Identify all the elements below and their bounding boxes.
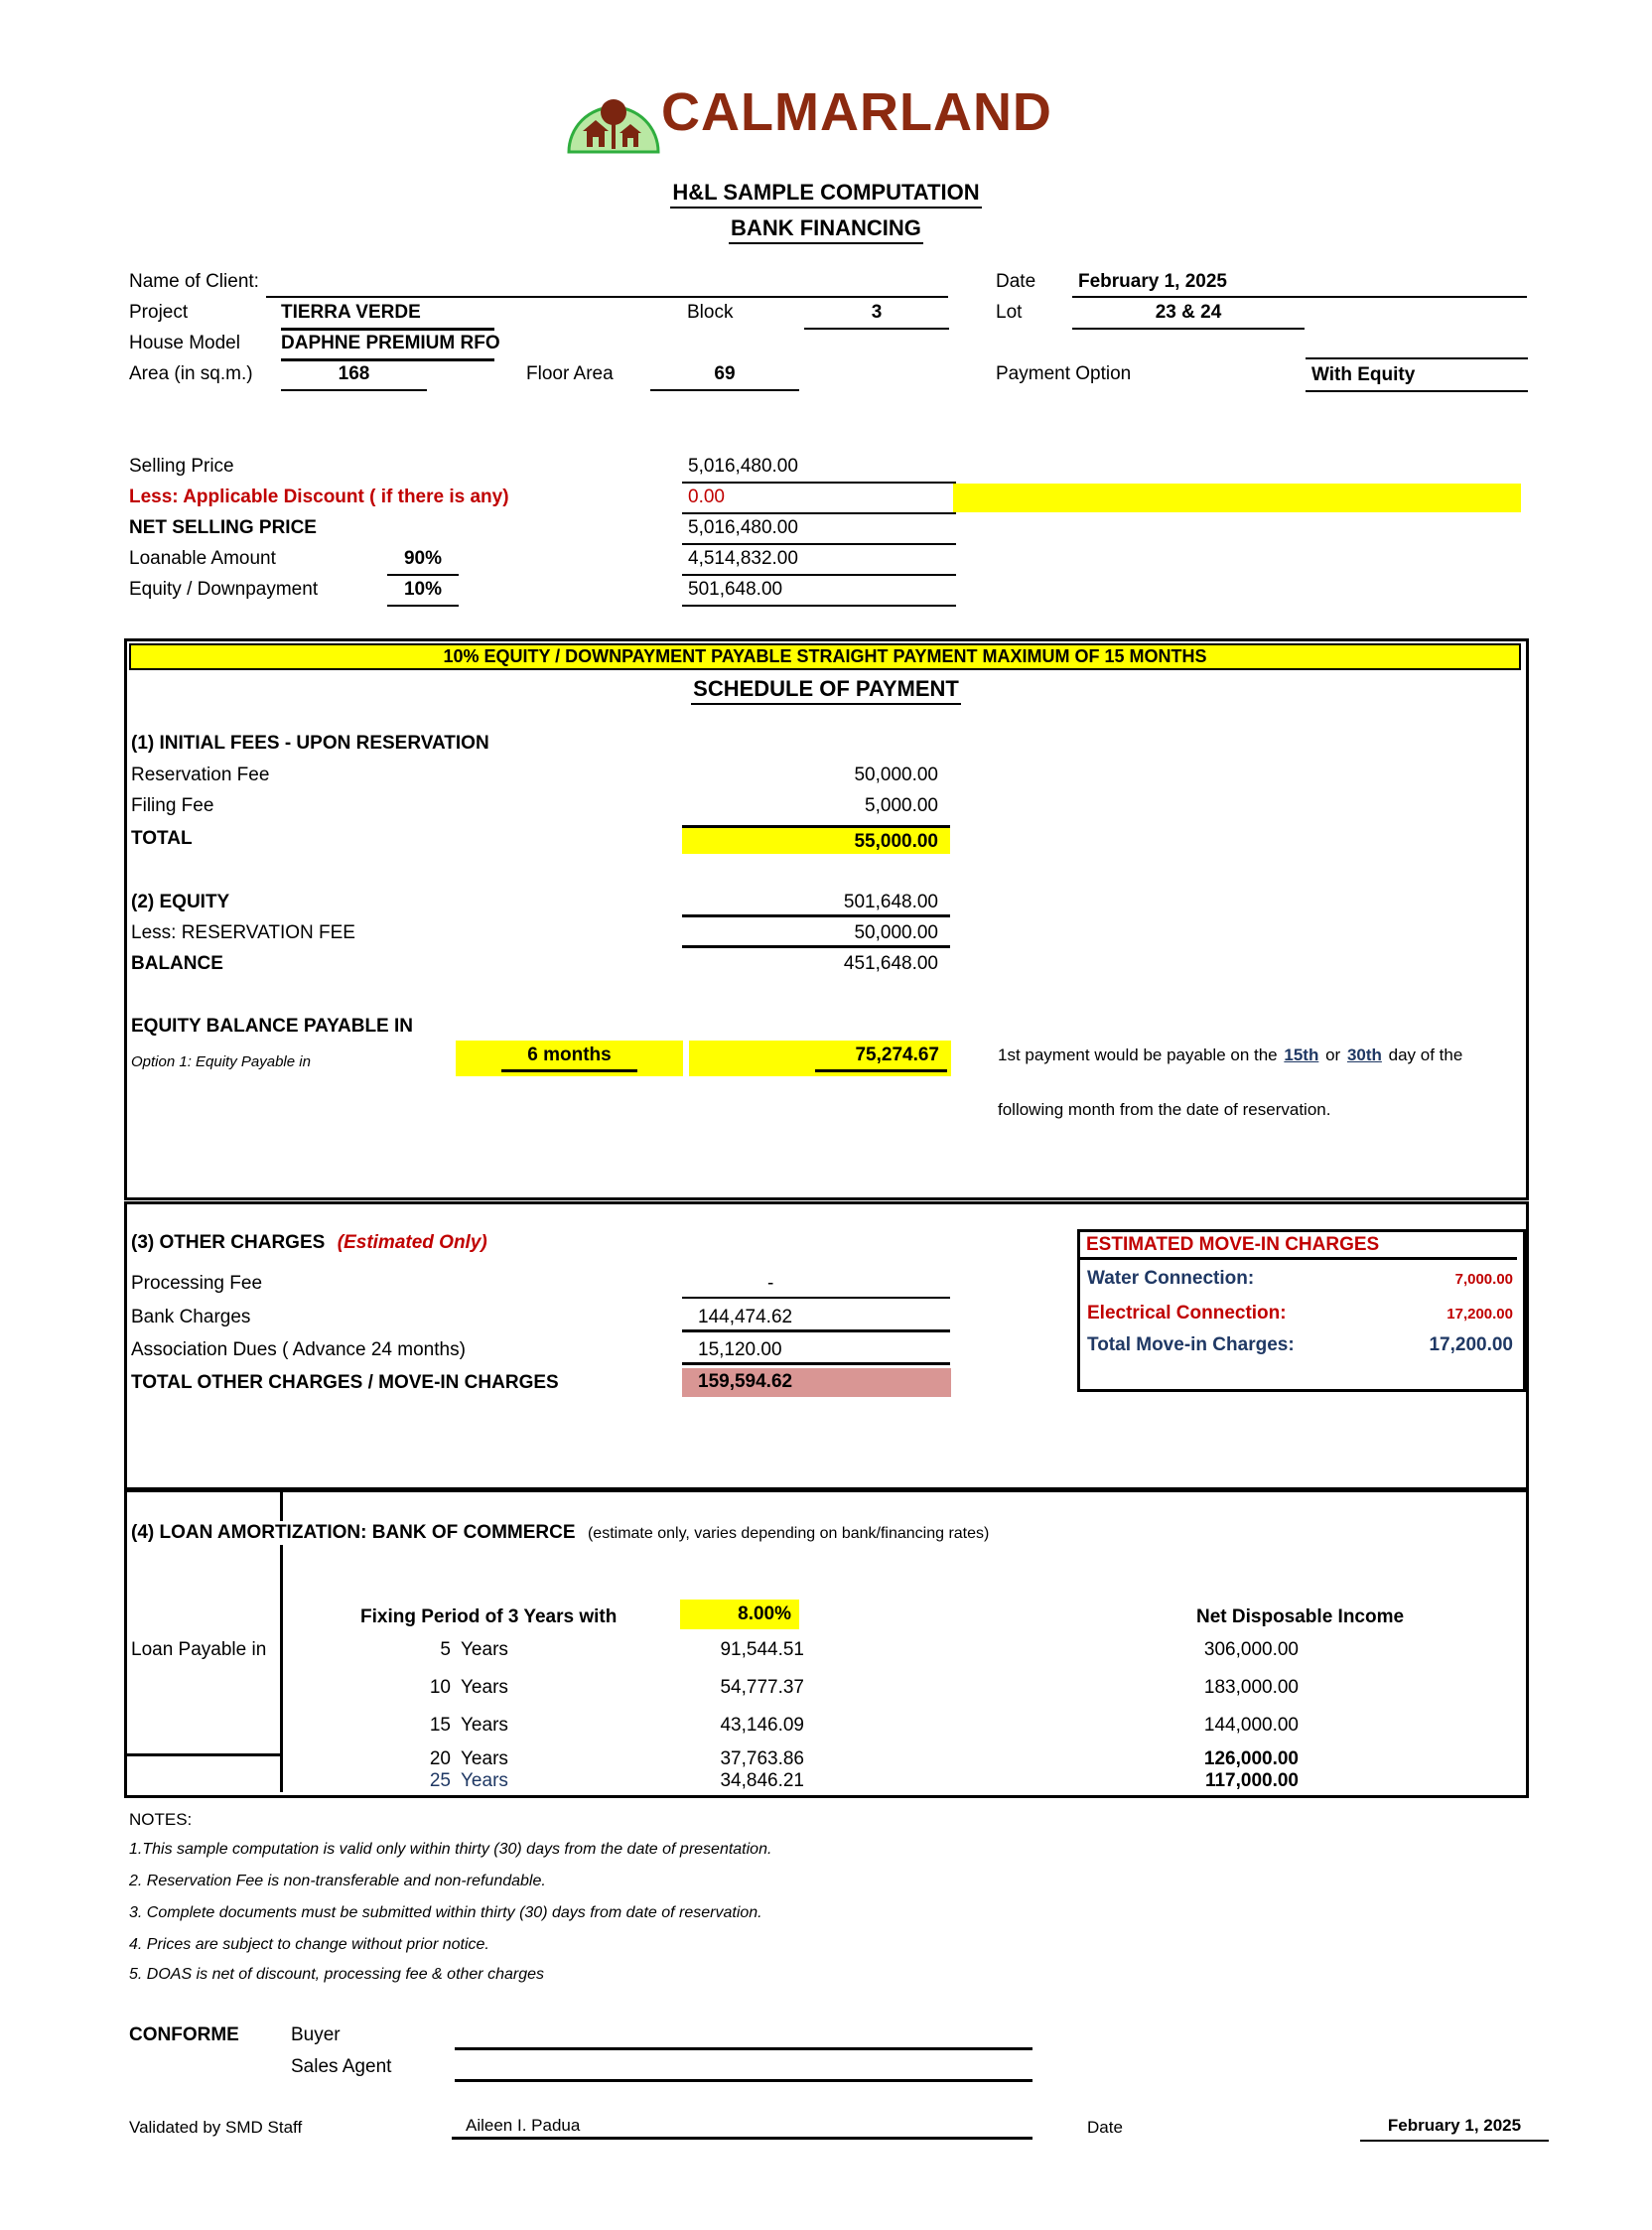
loan-row-amort: 91,544.51	[720, 1639, 804, 1660]
selling-price-label: Selling Price	[129, 456, 234, 477]
electrical-connection-label: Electrical Connection:	[1087, 1303, 1287, 1324]
brand-name: CALMARLAND	[661, 82, 1052, 142]
lot-label: Lot	[996, 302, 1023, 323]
loan-row-amort: 37,763.86	[720, 1748, 804, 1769]
floor-area-label: Floor Area	[526, 363, 614, 384]
loan-row-ndi: 306,000.00	[1203, 1639, 1299, 1660]
loan-row-amort: 54,777.37	[720, 1677, 804, 1698]
payment-note-day1: 15th	[1284, 1045, 1319, 1064]
processing-fee-value: -	[682, 1272, 950, 1299]
ndi-header: Net Disposable Income	[1196, 1606, 1405, 1627]
loan-row-years: 25 Years	[429, 1770, 508, 1791]
net-selling-price-value: 5,016,480.00	[682, 516, 956, 545]
area-value: 168	[281, 362, 427, 391]
note-item: 5. DOAS is net of discount, processing fee & other charges	[129, 1966, 544, 1983]
discount-highlight	[953, 484, 1521, 512]
area-label: Area (in sq.m.)	[129, 363, 253, 384]
association-dues-label: Association Dues ( Advance 24 months)	[131, 1339, 466, 1360]
payment-note-line1: 1st payment would be payable on the 15th or 30th day of the	[998, 1045, 1463, 1064]
loan-row-ndi: 144,000.00	[1203, 1715, 1299, 1736]
water-connection-label: Water Connection:	[1087, 1268, 1255, 1289]
buyer-signature-line	[455, 2023, 1032, 2050]
house-model-value: DAPHNE PREMIUM RFO	[281, 332, 494, 361]
note-item: 1.This sample computation is valid only within thirty (30) days from the date of presentation.	[129, 1841, 772, 1858]
loan-row-years: 10 Years	[429, 1677, 508, 1698]
balance-value: 451,648.00	[843, 953, 938, 974]
other-charges-heading: (3) OTHER CHARGES (Estimated Only)	[131, 1232, 487, 1253]
association-dues-value: 15,120.00	[682, 1338, 950, 1365]
equity-months-value: 6 months	[501, 1041, 636, 1072]
page-subtitle: BANK FINANCING	[0, 214, 1652, 244]
validated-by-label: Validated by SMD Staff	[129, 2118, 303, 2137]
equity-dp-label: Equity / Downpayment	[129, 579, 319, 600]
sales-agent-label: Sales Agent	[291, 2056, 392, 2077]
filing-fee-label: Filing Fee	[131, 795, 214, 816]
block-label: Block	[687, 302, 734, 323]
movein-total-value: 17,200.00	[1429, 1334, 1513, 1355]
validated-name: Aileen I. Padua	[452, 2115, 1032, 2140]
note-item: 2. Reservation Fee is non-transferable and non-refundable.	[129, 1873, 546, 1889]
reservation-fee-value: 50,000.00	[854, 765, 938, 785]
conforme-label: CONFORME	[129, 2024, 239, 2045]
loan-row-years: 20 Years	[429, 1748, 508, 1769]
signoff-date-label: Date	[1087, 2118, 1123, 2137]
selling-price-value: 5,016,480.00	[682, 455, 956, 484]
loan-row-years: 15 Years	[429, 1715, 508, 1736]
floor-area-value: 69	[650, 362, 799, 391]
equity-dp-pct: 10%	[387, 578, 459, 607]
fees-total-label: TOTAL	[131, 828, 193, 849]
net-selling-price-label: NET SELLING PRICE	[129, 517, 317, 538]
filing-fee-value: 5,000.00	[865, 795, 938, 816]
loanable-value: 4,514,832.00	[682, 547, 956, 576]
bank-charges-label: Bank Charges	[131, 1307, 251, 1327]
charges-total-value: 159,594.62	[682, 1368, 951, 1397]
loan-row-years: 5 Years	[440, 1639, 508, 1660]
page-title: H&L SAMPLE COMPUTATION	[0, 179, 1652, 209]
equity-heading: (2) EQUITY	[131, 892, 230, 912]
less-reservation-value: 50,000.00	[682, 921, 950, 948]
payment-note-line2: following month from the date of reservation.	[998, 1100, 1331, 1119]
equity-amount-value: 75,274.67	[815, 1041, 947, 1072]
equity-balance-heading: EQUITY BALANCE PAYABLE IN	[131, 1016, 413, 1037]
schedule-title: SCHEDULE OF PAYMENT	[0, 675, 1652, 705]
loan-row-amort: 34,846.21	[720, 1770, 804, 1791]
water-connection-value: 7,000.00	[1454, 1271, 1513, 1288]
client-name-line	[266, 270, 948, 298]
note-item: 3. Complete documents must be submitted within thirty (30) days from date of reservation.	[129, 1904, 762, 1921]
project-label: Project	[129, 302, 189, 323]
client-name-label: Name of Client:	[129, 271, 259, 292]
movein-total-label: Total Move-in Charges:	[1087, 1334, 1295, 1355]
payment-option-value: With Equity	[1306, 357, 1528, 392]
processing-fee-label: Processing Fee	[131, 1273, 263, 1294]
equity-amount-cell	[689, 1041, 951, 1076]
loan-heading-note: (estimate only, varies depending on bank/financing rates)	[587, 1525, 990, 1542]
reservation-fee-label: Reservation Fee	[131, 765, 270, 785]
loan-heading: (4) LOAN AMORTIZATION: BANK OF COMMERCE (estimate only, varies depending on bank/financing rates)	[131, 1521, 999, 1545]
loan-row-ndi: 183,000.00	[1203, 1677, 1299, 1698]
equity-months-cell	[456, 1041, 683, 1076]
charges-total-label: TOTAL OTHER CHARGES / MOVE-IN CHARGES	[131, 1372, 559, 1393]
fixing-rate-value: 8.00%	[680, 1600, 799, 1629]
loanable-pct: 90%	[387, 547, 459, 576]
bank-charges-value: 144,474.62	[682, 1306, 950, 1332]
sales-agent-signature-line	[455, 2055, 1032, 2082]
balance-label: BALANCE	[131, 953, 223, 974]
notes-heading: NOTES:	[129, 1810, 193, 1829]
loan-payable-label: Loan Payable in	[131, 1639, 267, 1660]
loan-row-ndi: 126,000.00	[1203, 1748, 1299, 1769]
movein-heading: ESTIMATED MOVE-IN CHARGES	[1080, 1232, 1517, 1260]
discount-label: Less: Applicable Discount ( if there is any)	[129, 487, 509, 507]
calmarland-logo-icon	[566, 91, 661, 155]
electrical-connection-value: 17,200.00	[1446, 1306, 1513, 1323]
equity-value: 501,648.00	[682, 891, 950, 917]
loan-row-ndi: 117,000.00	[1204, 1770, 1299, 1791]
buyer-label: Buyer	[291, 2024, 341, 2045]
equity-banner: 10% EQUITY / DOWNPAYMENT PAYABLE STRAIGHT PAYMENT MAXIMUM OF 15 MONTHS	[129, 643, 1521, 670]
lot-value: 23 & 24	[1072, 301, 1305, 330]
payment-option-label: Payment Option	[996, 363, 1132, 384]
less-reservation-label: Less: RESERVATION FEE	[131, 922, 355, 943]
fees-total-value: 55,000.00	[682, 825, 950, 854]
loan-row-amort: 43,146.09	[720, 1715, 804, 1736]
loan-left-cell-line	[127, 1753, 280, 1756]
signoff-date-value: February 1, 2025	[1360, 2115, 1549, 2142]
other-charges-note: (Estimated Only)	[337, 1232, 487, 1253]
house-model-label: House Model	[129, 333, 240, 353]
discount-value: 0.00	[682, 486, 956, 514]
payment-note-day2: 30th	[1346, 1045, 1382, 1064]
initial-fees-heading: (1) INITIAL FEES - UPON RESERVATION	[131, 733, 489, 754]
block-value: 3	[804, 301, 949, 330]
date-label: Date	[996, 271, 1036, 292]
note-item: 4. Prices are subject to change without prior notice.	[129, 1936, 489, 1953]
option1-label: Option 1: Equity Payable in	[131, 1053, 311, 1070]
project-value: TIERRA VERDE	[281, 301, 494, 331]
equity-dp-value: 501,648.00	[682, 578, 956, 607]
date-value: February 1, 2025	[1072, 270, 1527, 298]
fixing-period-label: Fixing Period of 3 Years with	[360, 1606, 618, 1627]
loanable-label: Loanable Amount	[129, 548, 276, 569]
